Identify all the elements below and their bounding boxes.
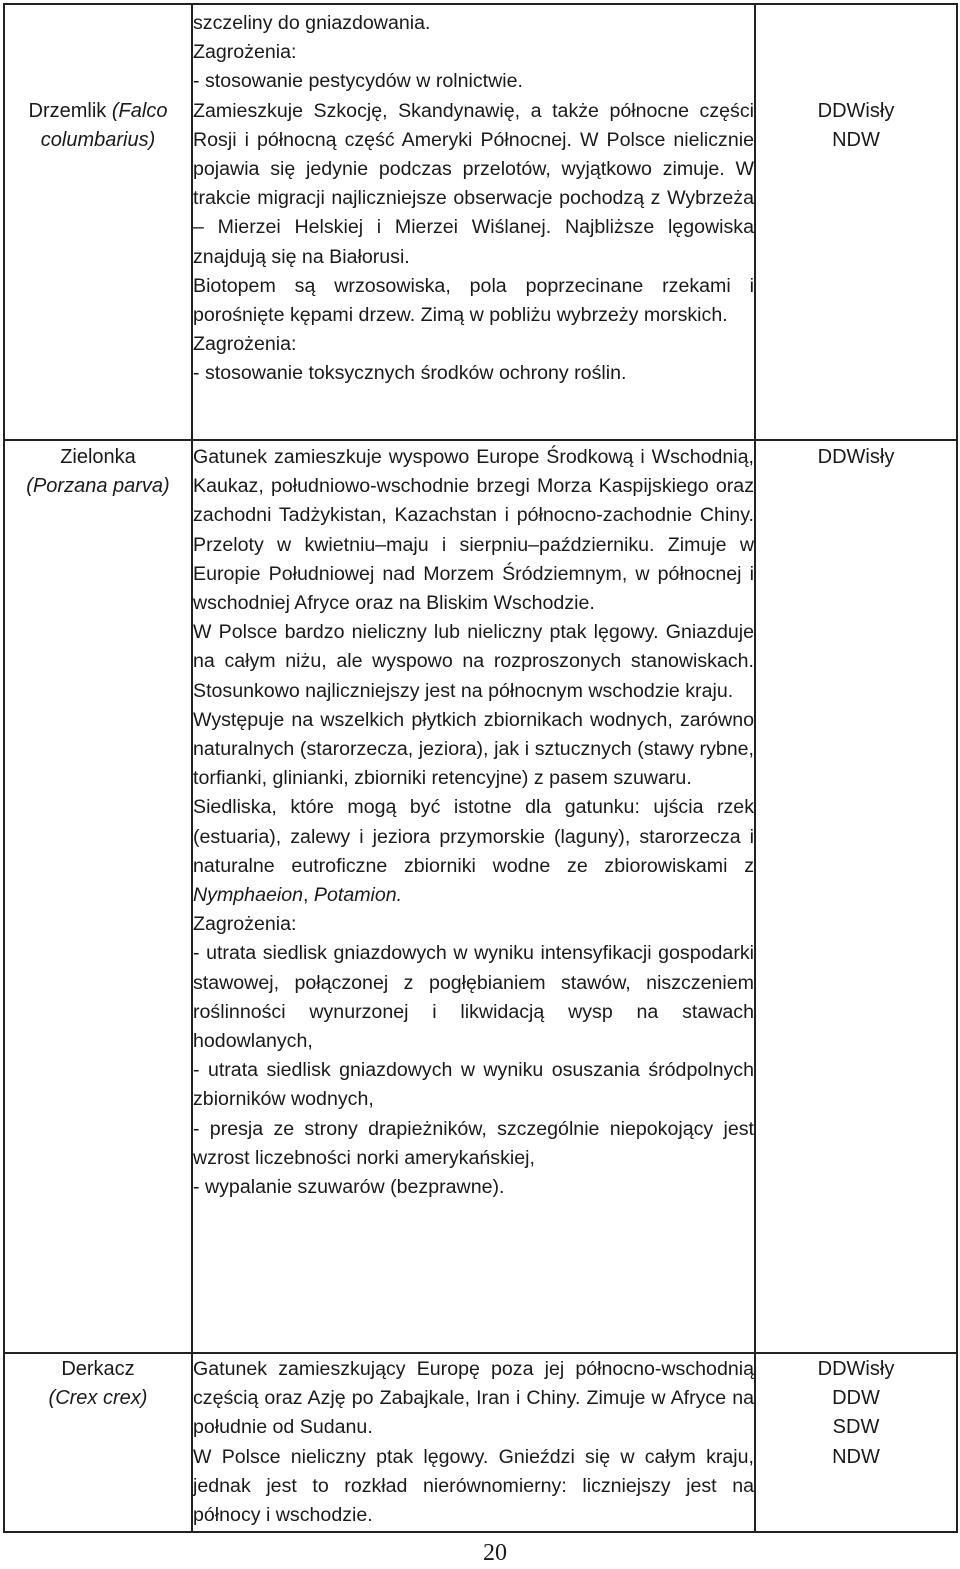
threat-item: - wypalanie szuwarów (bezprawne). [193,1176,505,1199]
threats-heading: Zagrożenia: [193,41,297,64]
protection-status-cell [755,4,957,440]
table-row [4,4,957,440]
protection-status-cell [755,1353,957,1532]
habitat-term: Nymphaeion [193,884,304,907]
description-paragraph: Gatunek zamieszkujący Europę poza jej północno-wschodnią częścią oraz Azję po Zabajkale, Iran i Chiny. Zimuje w Afryce na południe od Sudanu. [193,1358,754,1439]
threat-item: - presja ze strony drapieżników, szczególnie niepokojący jest wzrost liczebności norki amerykańskiej, [193,1117,754,1169]
threats-heading: Zagrożenia: [193,913,297,936]
description-paragraph: Biotopem są wrzosowiska, pola poprzecinane rzekami i porośnięte kępami drzew. Zimą w pobliżu wybrzeży morskich. [193,274,754,327]
description-paragraph: Gatunek zamieszkuje wyspowo Europe Środkową i Wschodnią, Kaukaz, południowo-wschodnie brzegi Morza Kaspijskiego oraz zachodni Tadżykistan, Kazachstan i północno-zachodnie Chiny. Przeloty w kwietniu–maju i sierpniu–październiku. Zimuje w Europie Południowej nad Morzem Śródziemnym, w północnej i wschodniej Afryce oraz na Bliskim Wschodzie. [193,446,754,615]
species-name-cell [4,1353,192,1532]
threat-item: - utrata siedlisk gniazdowych w wyniku intensyfikacji gospodarki stawowej, połączonej z pogłębianiem stawów, niszczeniem roślinności wynurzonej i likwidacją wysp na stawach hodowlanych, [193,942,754,1053]
latin-name-part: columbarius) [40,129,156,151]
status-code: NDW [832,129,880,152]
species-name-cell [4,440,192,1353]
species-description-cell [192,4,755,440]
latin-name: (Porzana parva) [26,475,170,497]
table-row [4,440,957,1353]
status-code: SDW [832,1416,880,1439]
latin-name-part: (Falco [111,100,168,122]
status-code: DDWisły [817,1358,895,1380]
protection-status-cell [755,440,957,1353]
threat-item: - utrata siedlisk gniazdowych w wyniku osuszania śródpolnych zbiorników wodnych, [193,1059,754,1111]
table-row [4,1353,957,1532]
species-table [3,3,958,1533]
term-separator: , [303,884,314,907]
habitat-term: Potamion. [313,884,403,907]
latin-name: (Crex crex) [48,1387,148,1409]
status-code: NDW [832,1445,880,1468]
description-paragraph: Występuje na wszelkich płytkich zbiornikach wodnych, zarówno naturalnych (starorzecza, jeziora), jak i sztucznych (stawy rybne, torfianki, glinianki, zbiorniki retencyjne) z pasem szuwaru. [193,708,754,790]
threats-heading: Zagrożenia: [193,333,297,356]
common-name: Drzemlik [28,100,107,122]
description-paragraph: szczeliny do gniazdowania. [193,12,431,34]
description-paragraph [193,793,754,910]
description-paragraph: W Polsce bardzo nieliczny lub nieliczny ptak lęgowy. Gniazduje na całym niżu, ale wyspowo na rozproszonych stanowiskach. Stosunkowo najliczniejszy jest na północnym wschodzie kraju. [193,621,754,702]
threat-item: - stosowanie pestycydów w rolnictwie. [193,70,523,93]
status-code: DDW [832,1387,880,1410]
common-name: Derkacz [61,1358,135,1380]
status-code: DDWisły [817,446,895,468]
species-name-cell [4,4,192,440]
description-paragraph: Zamieszkuje Szkocję, Skandynawię, a także północne części Rosji i północną część Ameryki Północnej. W Polsce nielicznie pojawia się jedynie podczas przelotów, wyjątkowo zimuje. W trakcie migracji najliczniejsze obserwacje pochodzą z Wybrzeża – Mierzei Helskiej i Mierzei Wiślanej. Najbliższe lęgowiska znajdują się na Białorusi. [193,99,754,268]
page-number: 20 [483,1540,507,1566]
species-name [5,97,191,155]
threat-item: - stosowanie toksycznych środków ochrony roślin. [193,362,627,385]
common-name: Zielonka [60,446,136,468]
status-code: DDWisły [817,100,895,122]
description-paragraph: W Polsce nieliczny ptak lęgowy. Gnieździ się w całym kraju, jednak jest to rozkład nierównomierny: liczniejszy jest na północy i wschodzie. [193,1445,754,1527]
species-description-cell [192,440,755,1353]
habitat-text: Siedliska, które mogą być istotne dla gatunku: ujścia rzek (estuaria), zalewy i jeziora przymorskie (laguny), starorzecza i naturalne eutroficzne zbiorniki wodne ze zbiorowiskami z [193,796,754,877]
species-description-cell [192,1353,755,1532]
